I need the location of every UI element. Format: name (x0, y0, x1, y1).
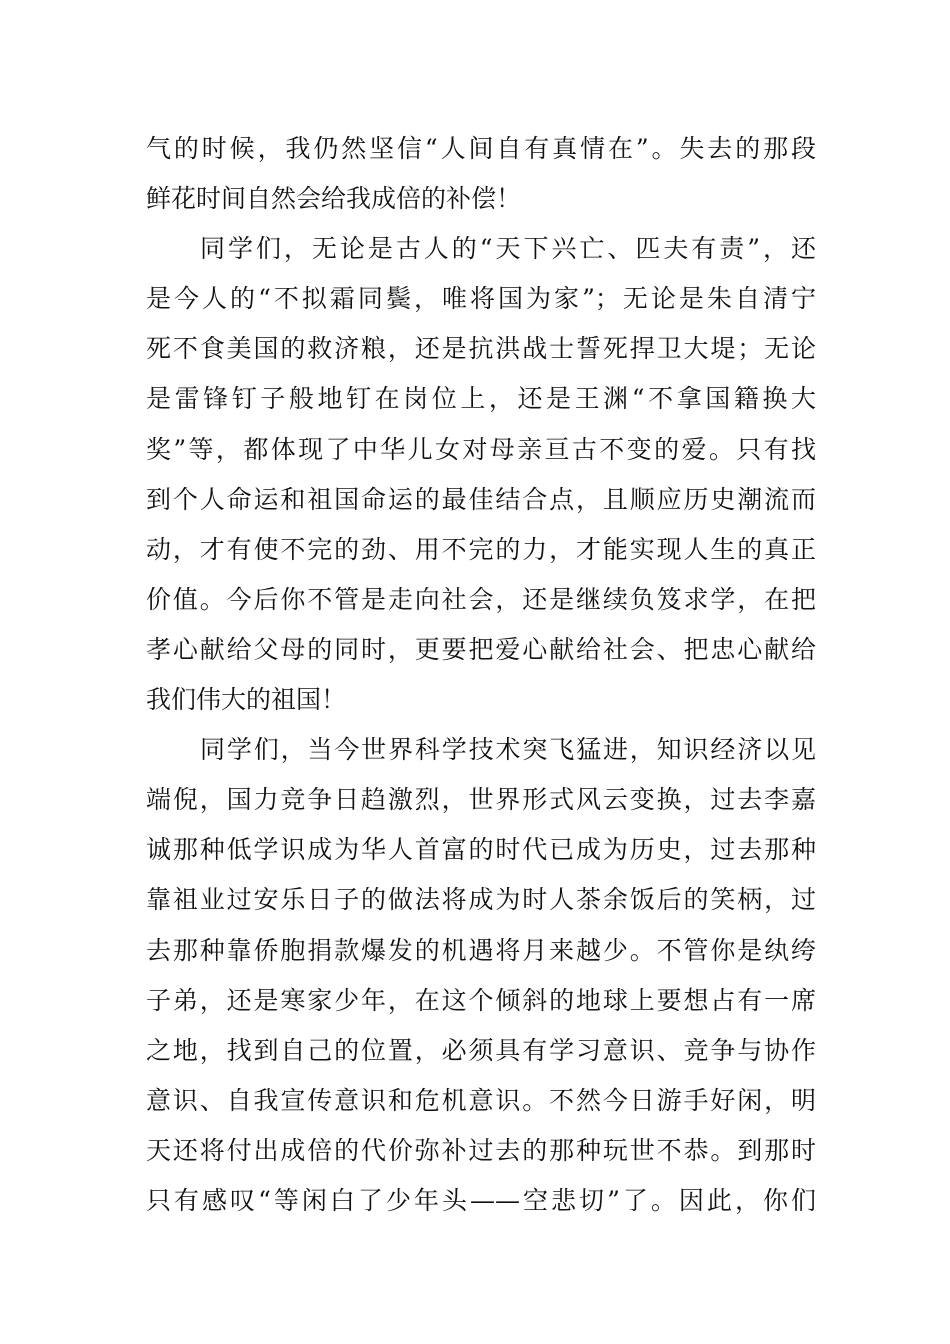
text-line: 诚那种低学识成为华人首富的时代已成为历史，过去那种 (146, 835, 816, 865)
text-line: 孝心献给父母的同时，更要把爱心献给社会、把忠心献给 (146, 634, 816, 664)
text-line: 去那种靠侨胞捐款爆发的机遇将月来越少。不管你是纨绔 (146, 935, 816, 965)
text-line: 是今人的“不拟霜同鬓，唯将国为家”；无论是朱自清宁 (146, 284, 816, 314)
text-line: 鲜花时间自然会给我成倍的补偿！ (146, 184, 522, 214)
text-line: 同学们，无论是古人的“天下兴亡、匹夫有责”，还 (200, 234, 816, 264)
text-line: 我们伟大的祖国！ (146, 685, 347, 715)
text-line: 价值。今后你不管是走向社会，还是继续负笈求学，在把 (146, 584, 816, 614)
text-line: 只有感叹“等闲白了少年头——空悲切”了。因此，你们 (146, 1185, 816, 1215)
text-line: 气的时候，我仍然坚信“人间自有真情在”。失去的那段 (146, 134, 816, 163)
text-line: 到个人命运和祖国命运的最佳结合点，且顺应历史潮流而 (146, 484, 816, 514)
text-line: 动，才有使不完的劲、用不完的力，才能实现人生的真正 (146, 534, 816, 564)
text-line: 端倪，国力竞争日趋激烈，世界形式风云变换，过去李嘉 (146, 785, 816, 815)
text-line: 子弟，还是寒家少年，在这个倾斜的地球上要想占有一席 (146, 985, 816, 1015)
text-line: 之地，找到自己的位置，必须具有学习意识、竞争与协作 (146, 1035, 816, 1065)
text-line: 天还将付出成倍的代价弥补过去的那种玩世不恭。到那时 (146, 1135, 816, 1165)
text-line: 奖”等，都体现了中华儿女对母亲亘古不变的爱。只有找 (146, 434, 816, 464)
text-line: 意识、自我宣传意识和危机意识。不然今日游手好闲，明 (146, 1085, 816, 1115)
document-body-text (146, 124, 816, 1226)
text-line: 同学们，当今世界科学技术突飞猛进，知识经济以见 (200, 735, 816, 765)
text-line: 是雷锋钉子般地钉在岗位上，还是王渊“不拿国籍换大 (146, 384, 816, 414)
text-line: 靠祖业过安乐日子的做法将成为时人茶余饭后的笑柄，过 (146, 885, 816, 915)
text-line: 死不食美国的救济粮，还是抗洪战士誓死捍卫大堤；无论 (146, 334, 816, 364)
